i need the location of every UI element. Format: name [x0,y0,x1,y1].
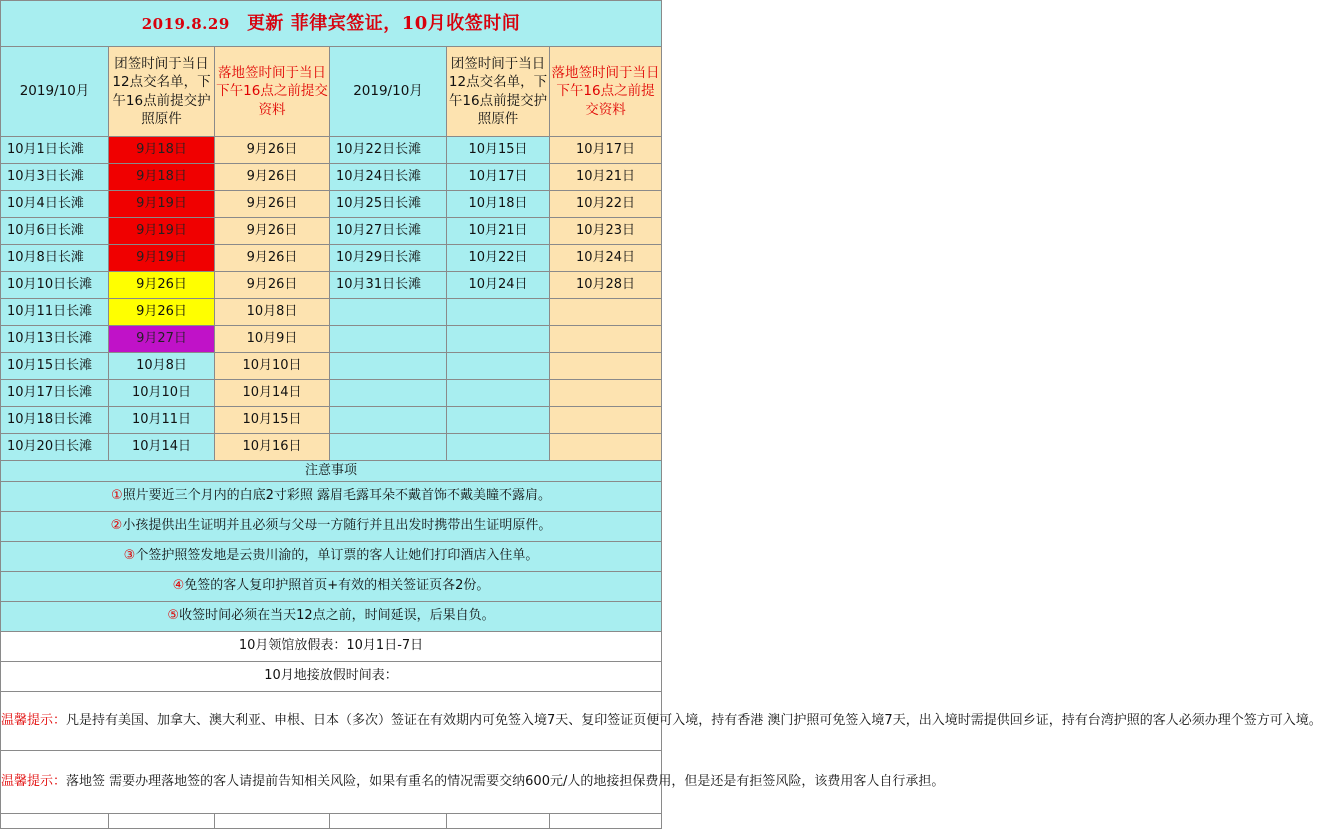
right-landing-visa-cell: 10月17日 [550,137,662,164]
left-date-cell: 10月6日长滩 [1,218,109,245]
left-group-visa-cell: 9月19日 [109,245,215,272]
left-date-cell: 10月4日长滩 [1,191,109,218]
left-group-visa-cell: 10月14日 [109,434,215,461]
left-landing-visa-cell: 10月8日 [215,299,330,326]
left-group-visa-cell: 9月18日 [109,164,215,191]
empty-cell [215,814,330,829]
note-number: ① [110,488,123,504]
table-row [1,245,662,272]
left-landing-visa-cell: 10月15日 [215,407,330,434]
left-date-cell: 10月17日长滩 [1,380,109,407]
empty-cell [550,814,662,829]
note-text: 照片要近三个月内的白底2寸彩照 露眉毛露耳朵不戴首饰不戴美瞳不露肩。 [122,488,552,504]
header-landing-visa-left: 落地签时间于当日下午16点之前提交资料 [215,47,330,137]
right-group-visa-cell [447,299,550,326]
title-text: 更新 菲律宾签证，10月收签时间 [246,12,521,34]
table-row [1,353,662,380]
right-landing-visa-cell [550,299,662,326]
note-number: ③ [123,548,136,564]
right-group-visa-cell: 10月22日 [447,245,550,272]
left-date-cell: 10月18日长滩 [1,407,109,434]
left-date-cell: 10月8日长滩 [1,245,109,272]
note-item [1,572,662,602]
left-landing-visa-cell: 9月26日 [215,191,330,218]
left-group-visa-cell: 9月18日 [109,137,215,164]
table-row [1,326,662,353]
note-number: ② [110,518,123,534]
right-landing-visa-cell: 10月28日 [550,272,662,299]
left-landing-visa-cell: 9月26日 [215,137,330,164]
right-landing-visa-cell: 10月23日 [550,218,662,245]
right-landing-visa-cell [550,407,662,434]
empty-cell [330,814,447,829]
header-month-left: 2019/10月 [1,47,109,137]
table-row [1,407,662,434]
note-text: 免签的客人复印护照首页+有效的相关签证页各2份。 [184,578,490,594]
header-month-right: 2019/10月 [330,47,447,137]
tip-text: 落地签 需要办理落地签的客人请提前告知相关风险，如果有重名的情况需要交纳600元/人的地接担保费用，但是还是有拒签风险，该费用客人自行承担。 [66,773,945,789]
left-date-cell: 10月15日长滩 [1,353,109,380]
right-date-cell: 10月29日长滩 [330,245,447,272]
left-date-cell: 10月10日长滩 [1,272,109,299]
consulate-holiday: 10月领馆放假表：10月1日-7日 [1,632,662,662]
note-number: ④ [172,578,185,594]
warm-tip [1,751,945,814]
note-row [1,482,662,512]
left-date-cell: 10月11日长滩 [1,299,109,326]
note-row [1,542,662,572]
right-date-cell [330,380,447,407]
right-group-visa-cell: 10月24日 [447,272,550,299]
right-date-cell: 10月24日长滩 [330,164,447,191]
table-row [1,272,662,299]
note-row [1,572,662,602]
notes-heading: 注意事项 [1,461,662,482]
left-landing-visa-cell: 9月26日 [215,218,330,245]
table-row [1,299,662,326]
right-group-visa-cell [447,434,550,461]
right-date-cell [330,407,447,434]
header-group-visa-left: 团签时间于当日12点交名单，下午16点前提交护照原件 [109,47,215,137]
header-landing-visa-right: 落地签时间于当日下午16点之前提交资料 [550,47,662,137]
right-date-cell: 10月31日长滩 [330,272,447,299]
left-group-visa-cell: 9月27日 [109,326,215,353]
left-group-visa-cell: 9月19日 [109,191,215,218]
empty-cell [109,814,215,829]
local-holiday: 10月地接放假时间表： [1,662,662,692]
right-date-cell [330,353,447,380]
left-date-cell: 10月1日长滩 [1,137,109,164]
left-group-visa-cell: 10月11日 [109,407,215,434]
table-row [1,380,662,407]
tip-row [1,692,662,751]
left-landing-visa-cell: 10月10日 [215,353,330,380]
right-date-cell [330,299,447,326]
right-landing-visa-cell: 10月21日 [550,164,662,191]
right-landing-visa-cell [550,434,662,461]
right-landing-visa-cell [550,380,662,407]
left-group-visa-cell: 9月19日 [109,218,215,245]
table-row [1,164,662,191]
right-date-cell [330,434,447,461]
note-item [1,512,662,542]
right-group-visa-cell: 10月17日 [447,164,550,191]
left-group-visa-cell: 9月26日 [109,299,215,326]
left-landing-visa-cell: 9月26日 [215,164,330,191]
left-date-cell: 10月20日长滩 [1,434,109,461]
tip-row [1,751,662,814]
warm-tip [1,692,1322,751]
right-group-visa-cell [447,407,550,434]
note-number: ⑤ [167,608,180,624]
left-landing-visa-cell: 10月16日 [215,434,330,461]
tip-label: 温馨提示： [1,773,67,789]
right-date-cell: 10月25日长滩 [330,191,447,218]
right-group-visa-cell [447,380,550,407]
left-landing-visa-cell: 9月26日 [215,272,330,299]
right-landing-visa-cell: 10月22日 [550,191,662,218]
header-group-visa-right: 团签时间于当日12点交名单，下午16点前提交护照原件 [447,47,550,137]
left-group-visa-cell: 10月10日 [109,380,215,407]
table-row [1,434,662,461]
note-row [1,602,662,632]
empty-row [1,814,662,829]
note-item [1,542,662,572]
note-text: 收签时间必须在当天12点之前，时间延误，后果自负。 [179,608,495,624]
empty-cell [1,814,109,829]
table-row [1,218,662,245]
tip-text: 凡是持有美国、加拿大、澳大利亚、申根、日本（多次）签证在有效期内可免签入境7天、复印签证页便可入境，持有香港 澳门护照可免签入境7天，出入境时需提供回乡证，持有台湾护照的客人必须办理个签方可入境。 [66,712,1322,728]
left-landing-visa-cell: 10月9日 [215,326,330,353]
right-group-visa-cell [447,353,550,380]
right-group-visa-cell [447,326,550,353]
left-date-cell: 10月3日长滩 [1,164,109,191]
right-date-cell: 10月27日长滩 [330,218,447,245]
left-group-visa-cell: 10月8日 [109,353,215,380]
table-row [1,191,662,218]
tip-label: 温馨提示： [1,712,67,728]
title-date: 2019.8.29 [141,14,230,33]
table-row [1,137,662,164]
left-landing-visa-cell: 9月26日 [215,245,330,272]
empty-cell [447,814,550,829]
right-landing-visa-cell [550,326,662,353]
page-title [1,1,662,47]
right-date-cell [330,326,447,353]
note-item [1,602,662,632]
right-group-visa-cell: 10月15日 [447,137,550,164]
note-item [1,482,662,512]
note-row [1,512,662,542]
note-text: 个签护照签发地是云贵川渝的，单订票的客人让她们打印酒店入住单。 [135,548,539,564]
right-group-visa-cell: 10月21日 [447,218,550,245]
right-landing-visa-cell: 10月24日 [550,245,662,272]
right-landing-visa-cell [550,353,662,380]
left-landing-visa-cell: 10月14日 [215,380,330,407]
left-date-cell: 10月13日长滩 [1,326,109,353]
right-date-cell: 10月22日长滩 [330,137,447,164]
right-group-visa-cell: 10月18日 [447,191,550,218]
note-text: 小孩提供出生证明并且必须与父母一方随行并且出发时携带出生证明原件。 [122,518,552,534]
left-group-visa-cell: 9月26日 [109,272,215,299]
